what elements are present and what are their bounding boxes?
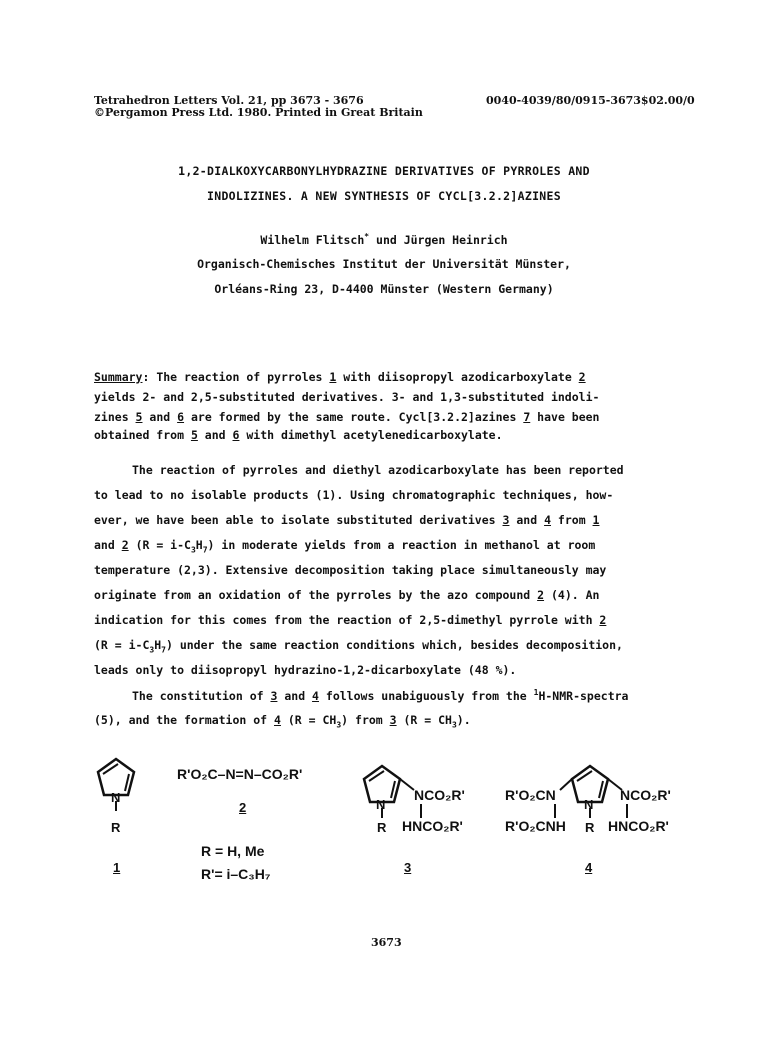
- body-line-7: [94, 613, 694, 627]
- c3-bottom-substituent: HNCO₂R': [402, 818, 463, 834]
- text: H: [195, 538, 203, 552]
- pyrrole-ring-icon: [92, 755, 152, 815]
- compound-ref: 2: [599, 613, 607, 627]
- text: obtained from: [94, 428, 191, 442]
- compound-ref: 1: [592, 513, 600, 527]
- c2-rprime-definition: R'= i–C₃H₇: [201, 866, 271, 882]
- compound-1-label: 1: [113, 860, 121, 875]
- c2-r-definition: R = H, Me: [201, 843, 265, 859]
- text: ever, we have been able to isolate substituted derivatives: [94, 513, 503, 527]
- journal-citation: Tetrahedron Letters Vol. 21, pp 3673 - 3676: [94, 94, 364, 107]
- text: H-NMR-spectra: [538, 688, 629, 703]
- summary-label: Summary: [94, 370, 143, 384]
- text: from: [551, 513, 593, 527]
- author-1: Wilhelm Flitsch: [260, 232, 365, 247]
- text: and: [142, 410, 178, 424]
- text: (4). An: [544, 588, 600, 602]
- copyright-line: ©Pergamon Press Ltd. 1980. Printed in Great Britain: [94, 106, 423, 119]
- body-line-3: [94, 513, 694, 527]
- compound-ref: 4: [274, 713, 281, 727]
- compound-ref: 1: [329, 370, 337, 384]
- summary-line-2: yields 2- and 2,5-substituted derivatives. 3- and 1,3-substituted indoli-: [94, 390, 600, 404]
- subscript: 3: [149, 645, 155, 655]
- text: ).: [456, 713, 471, 727]
- body-line-5: temperature (2,3). Extensive decomposition taking place simultaneously may: [94, 563, 607, 577]
- subscript: 3: [336, 720, 342, 730]
- c4-bottom-left-substituent: R'O₂CNH: [505, 818, 566, 834]
- compound-ref: 6: [232, 428, 240, 442]
- summary-line-3: [94, 410, 694, 424]
- text: (R = CH: [396, 713, 452, 727]
- text: ) from: [341, 713, 390, 727]
- compound-ref: 5: [190, 428, 198, 442]
- text: and: [509, 513, 545, 527]
- c4-substituent: R: [585, 820, 595, 835]
- c1-nitrogen: N: [111, 790, 121, 805]
- body-line-8: [94, 638, 694, 654]
- text: with diisopropyl azodicarboxylate: [336, 370, 579, 384]
- body-line-11: [94, 713, 694, 729]
- text: and: [94, 538, 122, 552]
- c4-nitrogen: N: [584, 797, 594, 812]
- title-line-1: 1,2-DIALKOXYCARBONYLHYDRAZINE DERIVATIVES OF PYRROLES AND: [178, 164, 590, 178]
- text: ) under the same reaction conditions which, besides decomposition,: [165, 638, 623, 652]
- body-line-4: [94, 538, 694, 554]
- compound-ref: 4: [312, 688, 319, 703]
- c3-top-substituent: NCO₂R': [414, 787, 465, 803]
- text: ) in moderate yields from a reaction in methanol at room: [207, 538, 596, 552]
- superscript: 1: [533, 688, 539, 697]
- c1-substituent: R: [111, 820, 121, 835]
- authors: [0, 232, 768, 247]
- c2-formula: R'O₂C–N=N–CO₂R': [177, 766, 303, 782]
- text: and: [197, 428, 233, 442]
- compound-ref: 4: [544, 513, 551, 527]
- summary-line-1: [94, 370, 694, 384]
- subscript: 7: [202, 545, 208, 555]
- body-line-10: [132, 688, 732, 703]
- body-line-2: to lead to no isolable products (1). Using chromatographic techniques, how-: [94, 488, 614, 502]
- compound-4-label: 4: [585, 860, 593, 875]
- compound-ref: 7: [523, 410, 531, 424]
- c3-nitrogen: N: [376, 797, 386, 812]
- compound-ref: 3: [270, 688, 278, 703]
- compound-2-label: 2: [239, 800, 247, 815]
- compound-ref: 5: [135, 410, 143, 424]
- c4-top-right-substituent: NCO₂R': [620, 787, 671, 803]
- text: and: [277, 688, 313, 703]
- author-2: und Jürgen Heinrich: [369, 232, 508, 247]
- title-line-2: INDOLIZINES. A NEW SYNTHESIS OF CYCL[3.2.2]AZINES: [207, 189, 561, 203]
- affiliation-line-2: Orléans-Ring 23, D-4400 Münster (Western Germany): [214, 282, 554, 296]
- text: with dimethyl acetylenedicarboxylate.: [239, 428, 503, 442]
- text: are formed by the same route. Cycl[3.2.2]azines: [184, 410, 524, 424]
- body-line-1: The reaction of pyrroles and diethyl azodicarboxylate has been reported: [132, 463, 624, 477]
- c4-bottom-right-substituent: HNCO₂R': [608, 818, 669, 834]
- affiliation-line-1: Organisch-Chemisches Institut der Universität Münster,: [197, 257, 571, 271]
- text: have been: [530, 410, 600, 424]
- corresponding-mark: *: [364, 232, 370, 241]
- subscript: 3: [451, 720, 457, 730]
- compound-3-label: 3: [404, 860, 412, 875]
- subscript: 3: [190, 545, 196, 555]
- text: H: [154, 638, 162, 652]
- page-number: 3673: [371, 936, 402, 949]
- text: indication for this comes from the reaction of 2,5-dimethyl pyrrole with: [94, 613, 600, 627]
- text: zines: [94, 410, 136, 424]
- text: originate from an oxidation of the pyrroles by the azo compound: [94, 588, 538, 602]
- c4-top-left-substituent: R'O₂CN: [505, 787, 556, 803]
- compound-ref: 3: [502, 513, 510, 527]
- text: The constitution of: [132, 688, 271, 703]
- c3-substituent: R: [377, 820, 387, 835]
- compound-ref: 2: [578, 370, 586, 384]
- compound-ref: 2: [537, 588, 545, 602]
- compound-ref: 3: [389, 713, 397, 727]
- compound-ref: 2: [121, 538, 129, 552]
- body-line-9: leads only to diisopropyl hydrazino-1,2-dicarboxylate (48 %).: [94, 663, 517, 677]
- article-code: 0040-4039/80/0915-3673$02.00/0: [486, 94, 695, 107]
- text: (R = CH: [280, 713, 337, 727]
- summary-line-4: [94, 428, 694, 442]
- text: : The reaction of pyrroles: [142, 370, 330, 384]
- text: (5), and the formation of: [94, 713, 275, 727]
- text: follows unabiguously from the: [318, 688, 534, 703]
- compound-ref: 6: [177, 410, 185, 424]
- text: (R = i-C: [128, 538, 191, 552]
- text: (R = i-C: [94, 638, 150, 652]
- subscript: 7: [161, 645, 166, 655]
- body-line-6: [94, 588, 694, 602]
